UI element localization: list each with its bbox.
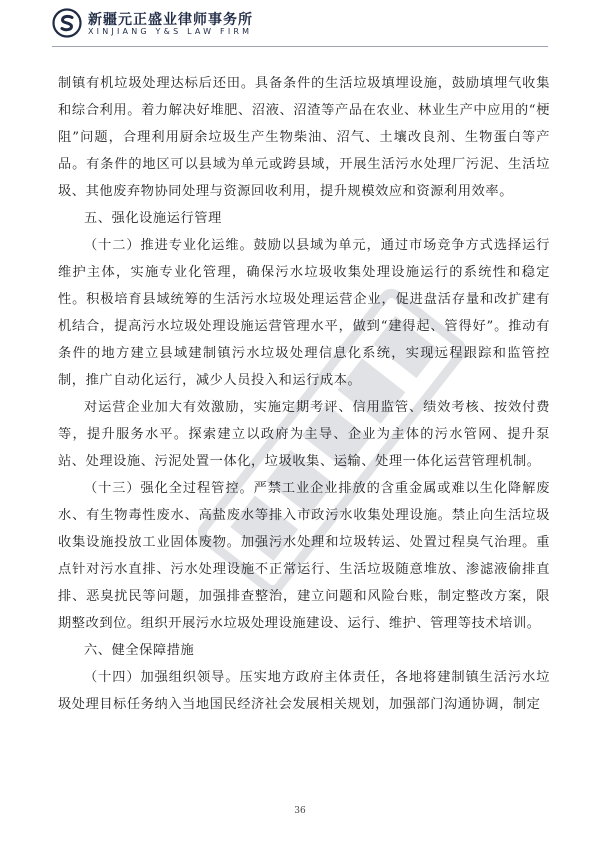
paragraph: 制镇有机垃圾处理达标后还田。具备条件的生活垃圾填埋设施，鼓励填埋气收集和综合利用。着力解决好堆肥、沼液、沼渣等产品在农业、林业生产中应用的“梗阻”问题，合理利用厨余垃圾生产生物柴油、沼气、土壤改良剂、生物蛋白等产品。有条件的地区可以县域为单元或跨县域，开展生活污水处理厂污泥、生活垃圾、其他废弃物协同处理与资源回收利用，提升规模效应和资源利用效率。 xyxy=(58,76,550,199)
paragraph: （十四）加强组织领导。压实地方政府主体责任，各地将建制镇生活污水垃圾处理目标任务纳入当地国民经济社会发展相关规划，加强部门沟通协调，制定 xyxy=(58,670,550,712)
header-divider xyxy=(52,46,548,47)
firm-name-cn: 新疆元正盛业律师事务所 xyxy=(88,12,253,28)
paragraph: （十二）推进专业化运维。鼓励以县域为单元，通过市场竞争方式选择运行维护主体，实施专业化管理，确保污水垃圾收集处理设施运行的系统性和稳定性。积极培育县域统筹的生活污水垃圾处理运营企业，促进盘活存量和改扩建有机结合，提高污水垃圾处理设施运营管理水平，做到“建得起、管得好”。推动有条件的地方建立县域建制镇污水垃圾处理信息化系统，实现远程跟踪和监管控制，推广自动化运行，减少人员投入和运行成本。 xyxy=(58,238,550,388)
page-number: 36 xyxy=(294,806,306,816)
firm-name-en: XINJIANG Y&S LAW FIRM xyxy=(88,27,253,36)
paragraph: 对运营企业加大有效激励，实施定期考评、信用监管、绩效考核、按效付费等，提升服务水平。探索建立以政府为主导、企业为主体的污水管网、提升泵站、处理设施、污泥处置一体化，垃圾收集、运输、处理一体化运营管理机制。 xyxy=(58,400,550,469)
circle-s-logo-icon xyxy=(52,8,82,38)
paragraph: （十三）强化全过程管控。严禁工业企业排放的含重金属或难以生化降解废水、有生物毒性废水、高盐废水等排入市政污水收集处理设施。禁止向生活垃圾收集设施投放工业固体废物。加强污水处理和垃圾转运、处置过程臭气治理。重点针对污水直排、污水处理设施不正常运行、生活垃圾随意堆放、渗滤液偷排直排、恶臭扰民等问题，加强排查整治，建立问题和风险台账，制定整改方案，限期整改到位。组织开展污水垃圾处理设施建设、运行、维护、管理等技术培训。 xyxy=(58,481,550,631)
section-heading: 六、健全保障措施 xyxy=(84,643,195,658)
document-body xyxy=(58,70,550,718)
section-heading: 五、强化设施运行管理 xyxy=(84,211,222,226)
letterhead xyxy=(52,6,552,42)
